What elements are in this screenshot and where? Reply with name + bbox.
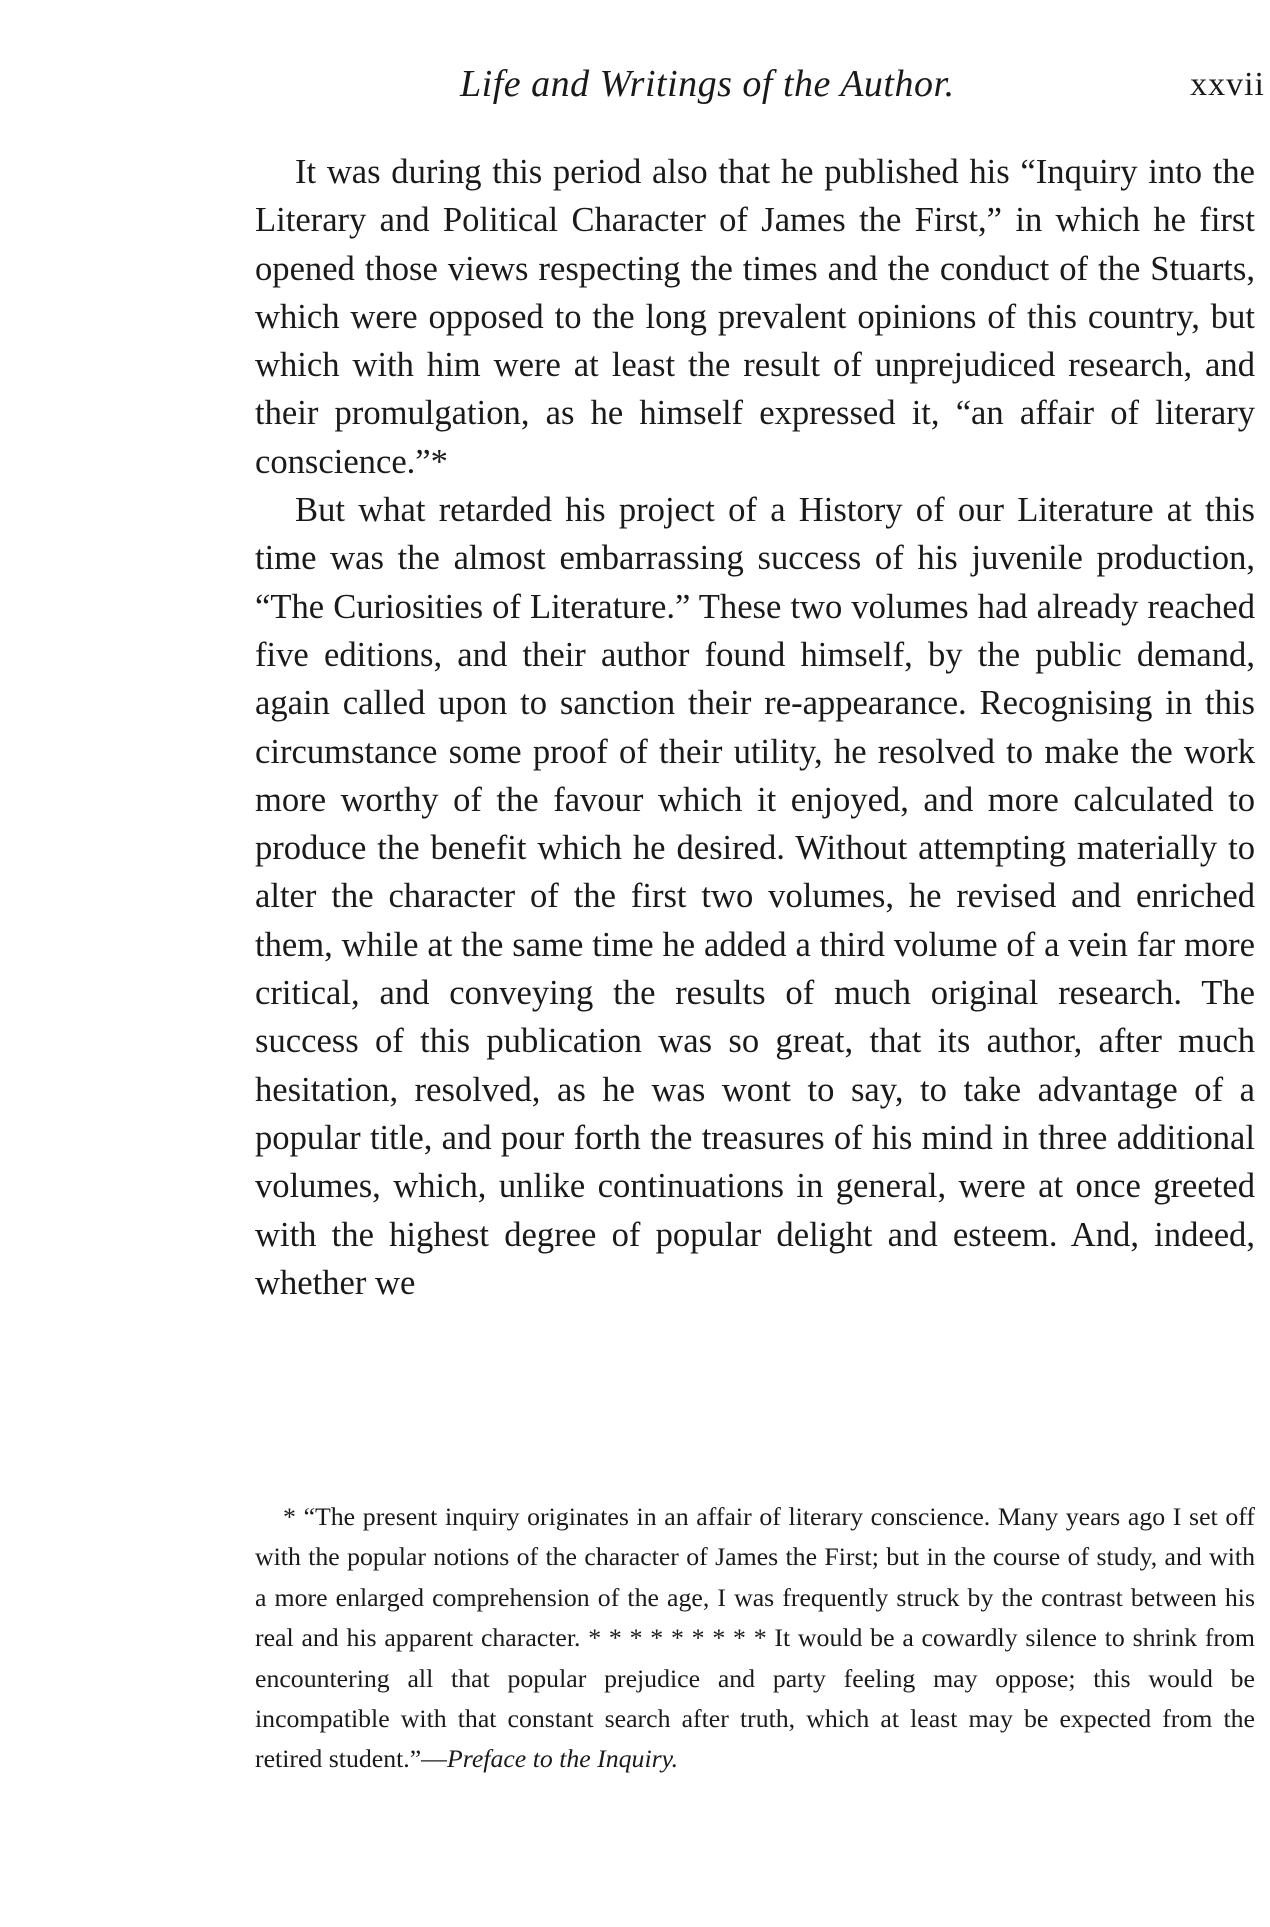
footnote-text: * “The present inquiry originates in an affair of literary conscience. Many years ago I set off with the popular notions of the character of James the First; but in the course of study, and with a more enlarged comprehension of the age, I was frequently struck by the contrast between his real and his apparent character. * * * * * * * * * It would be a cowardly silence to shrink from encountering all that popular prejudice and party feeling may oppose; this would be incompatible with that constant search after truth, which at least may be expected from the retired student.”— — [255, 1502, 1255, 1774]
footnote-block — [255, 1497, 1255, 1780]
page-number: xxvii — [1190, 66, 1265, 103]
footnote-source: Preface to the Inquiry. — [446, 1744, 679, 1774]
paragraph: But what retarded his project of a History of our Literature at this time was the almost embarrassing success of his juvenile production, “The Curiosities of Literature.” These two volumes had already reached five editions, and their author found himself, by the public demand, again called upon to sanction their re-appearance. Recognising in this circumstance some proof of their utility, he resolved to make the work more worthy of the favour which it enjoyed, and more calculated to produce the benefit which he desired. Without attempting materially to alter the character of the first two volumes, he revised and enriched them, while at the same time he added a third volume of a vein far more critical, and conveying the results of much original research. The success of this publication was so great, that its author, after much hesitation, resolved, as he was wont to say, to take advantage of a popular title, and pour forth the treasures of his mind in three additional volumes, which, unlike continuations in general, were at once greeted with the highest degree of popular delight and esteem. And, indeed, whether we — [255, 491, 1255, 1302]
footnote — [255, 1497, 1255, 1780]
paragraph: It was during this period also that he published his “Inquiry into the Literary and Political Character of James the First,” in which he first opened those views respecting the times and the conduct of the Stuarts, which were opposed to the long prevalent opinions of this country, but which with him were at least the result of unprejudiced research, and their promulgation, as he himself expressed it, “an affair of literary conscience.”* — [255, 153, 1255, 481]
page-header — [255, 62, 1265, 118]
running-title: Life and Writings of the Author. — [460, 63, 955, 105]
main-text — [255, 148, 1255, 1307]
